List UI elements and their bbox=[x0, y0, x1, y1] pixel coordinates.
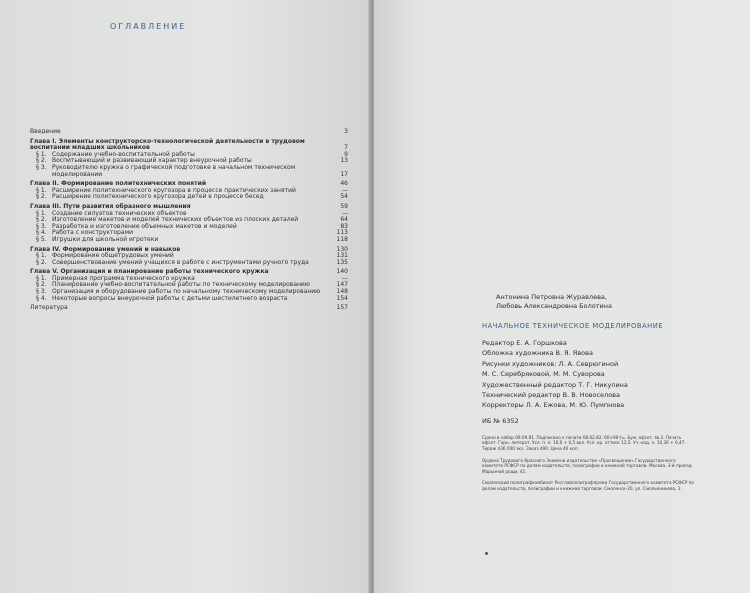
publisher-info: Ордена Трудового Красного Знамени издательство «Просвещение» Государственного комитета РСФСР по делам издательств, полиграфии и книжной торговли. Москва, 3-й проезд Марьиной рощи, 41. bbox=[482, 457, 692, 474]
toc-entry-title: Изготовление макетов и моделей технических объектов из плоских деталей bbox=[52, 216, 299, 224]
toc-entry-title: Организация и оборудование работы по начальному техническому моделированию bbox=[52, 288, 321, 296]
toc-page-number: 64 bbox=[340, 216, 348, 224]
toc-page-number: — bbox=[342, 186, 348, 194]
toc-chapter bbox=[30, 305, 348, 312]
ib-number: ИБ № 6352 bbox=[482, 416, 519, 425]
toc-page-number: 130 bbox=[336, 245, 348, 253]
credits-list bbox=[482, 338, 702, 411]
toc-section-number: § 2. bbox=[36, 281, 47, 289]
toc-page-number: 140 bbox=[336, 268, 348, 276]
toc-page-number: 147 bbox=[336, 281, 348, 289]
toc-entry-title: Глава V. Организация и планирование работы технического кружка bbox=[30, 268, 269, 276]
printer-info: Смоленский полиграфкомбинат Росглавполиграфпрома Государственного комитета РСФСР по делам издательств, полиграфии и книжной торговли. Смоленск-20, ул. Смольянинова, 1. bbox=[482, 480, 694, 491]
toc-entry-title: Глава II. Формирование политехнических понятий bbox=[30, 180, 207, 188]
credit-line: Корректоры Л. А. Ежова, М. Ю. Пумпнова bbox=[482, 401, 625, 410]
toc-page-number: 13 bbox=[340, 157, 348, 165]
toc-entry-title: Расширение политехнического кругозора детей в процессе бесед bbox=[52, 193, 264, 201]
toc-section-number: § 1. bbox=[36, 209, 47, 217]
toc-page-number: 54 bbox=[340, 193, 348, 201]
toc-section-number: § 5. bbox=[36, 235, 47, 243]
toc-page-number: 46 bbox=[340, 180, 348, 188]
toc-page-number: 157 bbox=[336, 304, 348, 312]
toc-entry-title: Разработка и изготовление объемных макетов и моделей bbox=[52, 222, 237, 230]
page-mark bbox=[485, 552, 488, 555]
toc-page-number: 148 bbox=[336, 288, 348, 296]
toc-page-number: 17 bbox=[340, 170, 348, 178]
toc-section-number: § 4. bbox=[36, 294, 47, 302]
toc-entry-title: Игрушки для школьной игротеки bbox=[52, 235, 159, 243]
toc-section-number: § 3. bbox=[36, 288, 47, 296]
toc-entry-title: Воспитывающий и развивающий характер внеурочной работы bbox=[52, 157, 252, 165]
toc-entry-title: Работа с конструкторами bbox=[52, 229, 134, 237]
imprint-block bbox=[482, 293, 702, 492]
toc-section bbox=[30, 165, 348, 178]
toc-entry-text bbox=[30, 305, 348, 312]
table-of-contents bbox=[30, 129, 348, 312]
toc-section bbox=[30, 194, 348, 201]
toc-page-number: 135 bbox=[336, 258, 348, 266]
toc-entry-text bbox=[36, 235, 348, 244]
toc-entry-title: Руководителю кружка о графической подготовке в начальном техническом моделировании bbox=[52, 163, 296, 178]
toc-entry-title: Глава IV. Формирование умений и навыков bbox=[30, 245, 181, 253]
toc-entry-text bbox=[36, 163, 348, 178]
toc-section bbox=[30, 296, 348, 303]
toc-page-number: 7 bbox=[344, 144, 348, 152]
credit-line: Обложка художника В. Я. Явова bbox=[482, 349, 593, 358]
credit-line: Технический редактор В. В. Новоселова bbox=[482, 391, 621, 400]
toc-entry-text bbox=[30, 129, 348, 136]
toc-entry-title: Глава III. Пути развития образного мышления bbox=[30, 202, 191, 210]
credit-line: М. С. Серебряковой, М. М. Суворова bbox=[482, 370, 605, 379]
book-title: НАЧАЛЬНОЕ ТЕХНИЧЕСКОЕ МОДЕЛИРОВАНИЕ bbox=[482, 322, 664, 330]
toc-section-number: § 2. bbox=[36, 157, 47, 165]
toc-section-number: § 4. bbox=[36, 229, 47, 237]
toc-entry-title: Некоторые вопросы внеурочной работы с детьми шестилетнего возраста bbox=[52, 294, 288, 302]
toc-entry-title: Совершенствование умений учащихся в работе с инструментами ручного труда bbox=[52, 258, 309, 266]
toc-entry-title: Примерная программа технического кружка bbox=[52, 274, 195, 282]
toc-page-number: 154 bbox=[336, 294, 348, 302]
toc-section-number: § 3. bbox=[36, 163, 47, 171]
author-2: Любовь Александровна Болотина bbox=[496, 302, 612, 310]
toc-entry-title: Введение bbox=[30, 128, 61, 135]
toc-section-number: § 1. bbox=[36, 274, 47, 282]
credit-line: Художественный редактор Т. Г. Никулина bbox=[482, 380, 628, 389]
toc-entry-text bbox=[36, 294, 348, 303]
toc-section-number: § 1. bbox=[36, 150, 47, 158]
toc-page-number: 3 bbox=[344, 128, 348, 135]
left-page bbox=[0, 0, 372, 593]
toc-chapter bbox=[30, 129, 348, 136]
toc-section bbox=[30, 260, 348, 267]
toc-entry-title: Литература bbox=[30, 304, 68, 312]
toc-section-number: § 2. bbox=[36, 216, 47, 224]
toc-section bbox=[30, 237, 348, 244]
toc-entry-text bbox=[36, 258, 348, 267]
author-1: Антонина Петровна Журавлева, bbox=[496, 293, 607, 301]
authors bbox=[496, 293, 702, 311]
toc-entry-title: Планирование учебно-воспитательной работы по техническому моделированию bbox=[52, 281, 310, 289]
toc-section-number: § 2. bbox=[36, 258, 47, 266]
toc-title: ОГЛАВЛЕНИЕ bbox=[110, 22, 187, 31]
toc-page-number: 59 bbox=[340, 202, 348, 210]
toc-section-number: § 1. bbox=[36, 186, 47, 194]
toc-entry-text bbox=[36, 193, 348, 201]
toc-section-number: § 2. bbox=[36, 193, 47, 201]
toc-page-number: 113 bbox=[336, 229, 348, 237]
toc-section-number: § 1. bbox=[36, 252, 47, 260]
toc-page-number: 131 bbox=[336, 252, 348, 260]
toc-entry-title: Формирование общетрудовых умений bbox=[52, 252, 174, 260]
toc-entry-title: Создание силуэтов технических объектов bbox=[52, 209, 187, 217]
credit-line: Рисунки художников: Л. А. Севрюгиной bbox=[482, 359, 619, 368]
toc-page-number: 83 bbox=[340, 222, 348, 230]
toc-page-number: — bbox=[342, 274, 348, 282]
toc-entry-title: Глава I. Элементы конструкторско-технологической деятельности в трудовом воспитании младших школьников bbox=[30, 137, 305, 152]
toc-page-number: 118 bbox=[336, 235, 348, 243]
print-details: Сдано в набор 09.09.81. Подписано к печати 08.02.82. 60×90¹/₁₆. Бум. офсет. № 2. Печать офсет. Гарн. литерат. Усл. п. л. 10,0 + 0,5 вкл. Усл. кр. оттиск 12,5. Уч.-изд. л. 10,36 + 0,47. Тираж 436 000 экз. Заказ 490. Цена 40 коп. bbox=[482, 434, 686, 452]
toc-page-number: 9 bbox=[344, 150, 348, 158]
toc-page-number: — bbox=[342, 209, 348, 217]
toc-entry-title: Содержание учебно-воспитательной работы bbox=[52, 150, 195, 158]
toc-entry-title: Расширение политехнического кругозора в процессе практических занятий bbox=[52, 186, 296, 194]
credit-line: Редактор Е. А. Горшкова bbox=[482, 339, 567, 347]
toc-section-number: § 3. bbox=[36, 222, 47, 230]
